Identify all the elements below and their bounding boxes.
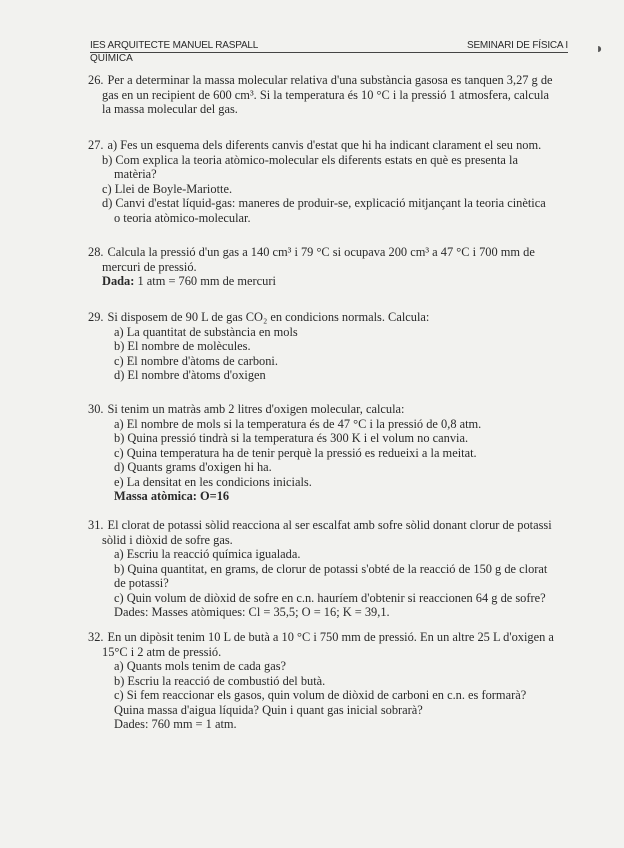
question-item: a) Quants mols tenim de cada gas?	[114, 659, 287, 673]
question-text: mercuri de pressió.	[102, 259, 197, 274]
question-32	[88, 630, 588, 732]
question-item: d) El nombre d'àtoms d'oxigen	[114, 368, 266, 382]
atomic-mass-data: Dades: Masses atòmiques: Cl = 35,5; O = 16; K = 39,1.	[114, 605, 390, 619]
atomic-mass-data: Massa atòmica: O=16	[114, 489, 230, 503]
question-number: 31.	[88, 518, 104, 532]
question-item: a) Escriu la reacció química igualada.	[114, 547, 301, 561]
question-item: b) Quina quantitat, en grams, de clorur de potassi s'obté de la reacció de 150 g de clorat	[114, 561, 548, 576]
question-text: Si disposem de 90 L de gas CO₂ en condicions normals. Calcula:	[107, 310, 430, 324]
question-item: b) Com explica la teoria atòmico-molecular els diferents estats en què es presenta la	[102, 152, 518, 167]
page-header	[90, 40, 568, 53]
question-text: 15°C i 2 atm de pressió.	[102, 644, 222, 659]
question-item: o teoria atòmico-molecular.	[114, 210, 251, 225]
question-item: c) El nombre d'àtoms de carboni.	[114, 353, 278, 368]
punch-hole-icon: ◗	[595, 42, 604, 57]
question-text: El clorat de potassi sòlid reacciona al ser escalfat amb sofre sòlid donant clorur de potassi	[107, 518, 552, 532]
question-item: a) Fes un esquema dels diferents canvis d'estat que hi ha indicant clarament el seu nom.	[107, 138, 542, 152]
question-text: En un dipòsit tenim 10 L de butà a 10 °C i 750 mm de pressió. En un altre 25 L d'oxigen a	[107, 630, 554, 644]
question-29	[88, 310, 588, 383]
question-text: gas en un recipient de 600 cm³. Si la temperatura és 10 °C i la pressió 1 atmosfera, calcula	[102, 87, 550, 102]
question-number: 29.	[88, 310, 104, 324]
question-item: de potassi?	[114, 576, 169, 590]
question-text: Per a determinar la massa molecular relativa d'una substància gasosa es tanquen 3,27 g de	[107, 73, 553, 87]
question-item: c) Quin volum de diòxid de sofre en c.n. hauríem d'obtenir si reaccionen 64 g de sofre?	[114, 590, 546, 605]
question-item: a) El nombre de mols si la temperatura és de 47 °C i la pressió de 0,8 atm.	[114, 416, 482, 431]
question-item: matèria?	[114, 167, 157, 181]
seminar-name: SEMINARI DE FÍSICA I	[466, 40, 568, 51]
question-31	[88, 518, 588, 620]
question-item: c) Quina temperatura ha de tenir perquè la pressió es redueixi a la meitat.	[114, 445, 477, 460]
question-text: la massa molecular del gas.	[102, 102, 238, 116]
subject-name: QUÍMICA	[90, 53, 133, 64]
question-item: b) Escriu la reacció de combustió del butà.	[114, 673, 326, 688]
question-number: 27.	[88, 138, 104, 152]
data-value: 1 atm = 760 mm de mercuri	[137, 274, 276, 288]
question-item: Quina massa d'aigua líquida? Quin i quant gas inicial sobrarà?	[114, 702, 423, 717]
data-label: Dada:	[102, 274, 135, 288]
question-26	[88, 73, 588, 117]
question-28	[88, 245, 588, 289]
question-number: 28.	[88, 245, 104, 259]
question-text: Si tenim un matràs amb 2 litres d'oxigen molecular, calcula:	[107, 402, 405, 416]
question-item: b) El nombre de molècules.	[114, 339, 251, 353]
question-item: e) La densitat en les condicions inicials.	[114, 474, 312, 489]
question-number: 32.	[88, 630, 104, 644]
question-number: 26.	[88, 73, 104, 87]
question-item: d) Quants grams d'oxigen hi ha.	[114, 460, 272, 474]
question-item: a) La quantitat de substància en mols	[114, 324, 298, 339]
question-item: c) Si fem reaccionar els gasos, quin volum de diòxid de carboni en c.n. es formarà?	[114, 688, 527, 702]
data-value: Dades: 760 mm = 1 atm.	[114, 717, 237, 731]
question-text: sòlid i diòxid de sofre gas.	[102, 532, 233, 547]
question-30	[88, 402, 588, 504]
question-item: b) Quina pressió tindrà si la temperatura és 300 K i el volum no canvia.	[114, 431, 469, 445]
question-27	[88, 138, 588, 225]
school-name: IES ARQUITECTE MANUEL RASPALL	[90, 40, 259, 51]
question-item: c) Llei de Boyle-Mariotte.	[102, 181, 233, 196]
question-text: Calcula la pressió d'un gas a 140 cm³ i 79 °C si ocupava 200 cm³ a 47 °C i 700 mm de	[107, 245, 535, 259]
question-item: d) Canvi d'estat líquid-gas: maneres de produir-se, explicació mitjançant la teoria cinètica	[102, 196, 546, 210]
question-number: 30.	[88, 402, 104, 416]
